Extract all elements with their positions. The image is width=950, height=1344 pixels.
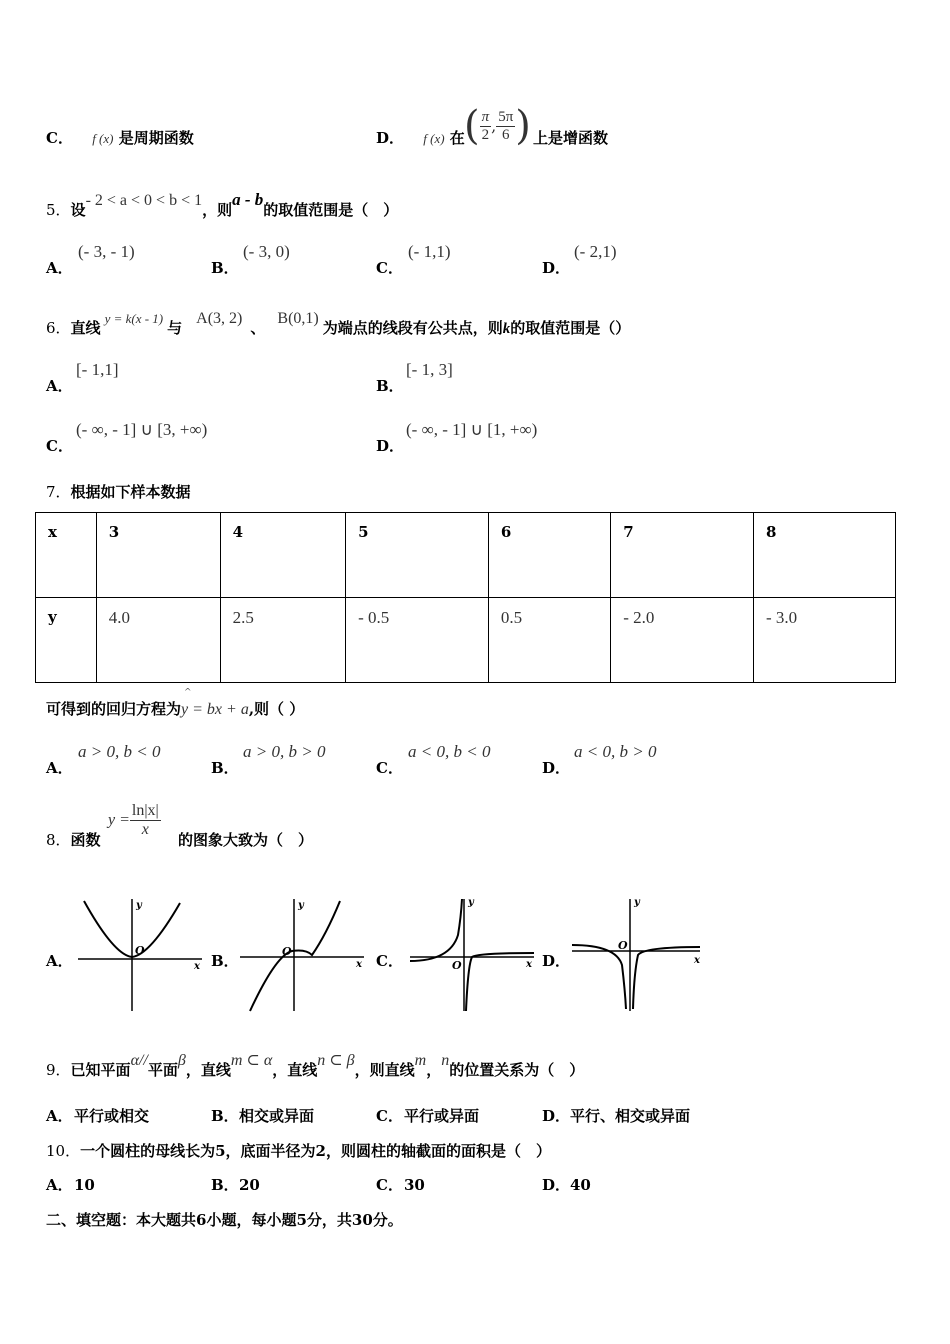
- table-cell-y: - 0.5: [346, 598, 489, 683]
- graph-option-c: [406, 895, 538, 1013]
- question-8-stem: 8．函数: [46, 831, 101, 849]
- table-cell-y: 2.5: [220, 598, 345, 683]
- table-cell-y: 0.5: [488, 598, 610, 683]
- axis-label-x: x: [356, 959, 362, 970]
- origin-label: O: [135, 944, 145, 957]
- option-value: (- 1,1): [408, 242, 451, 261]
- regression-equation: y = bx + a: [181, 701, 249, 718]
- option-label: A．: [46, 1176, 73, 1194]
- option-value: 平行或异面: [404, 1107, 480, 1125]
- axis-label-y: y: [468, 897, 474, 908]
- table-cell-x: 5: [346, 513, 489, 598]
- option-label: D．: [376, 437, 405, 455]
- graph-option-b: [236, 895, 368, 1013]
- curve-right: [466, 953, 534, 1011]
- option-label: C．: [376, 1176, 403, 1194]
- math-expression: a - b: [232, 190, 264, 209]
- option-value: 10: [74, 1176, 95, 1194]
- fraction: $\frac{\pi}{2}$: [481, 108, 490, 143]
- option-label: B．: [211, 259, 239, 277]
- curve-right: [633, 947, 700, 1009]
- option-label: C．: [376, 759, 403, 777]
- table-cell-x: 3: [96, 513, 220, 598]
- option-label: A．: [46, 759, 73, 777]
- question-10-stem: 10．一个圆柱的母线长为5，底面半径为2，则圆柱的轴截面的面积是（ ）: [46, 1142, 551, 1160]
- table-cell-y: - 2.0: [611, 598, 754, 683]
- table-header-y: y: [36, 598, 97, 683]
- point-b: B(0,1): [277, 310, 319, 327]
- option-value: (- 3, - 1): [78, 242, 135, 261]
- option-text: 在: [449, 129, 465, 147]
- axis-label-x: x: [526, 959, 532, 970]
- question-5-stem: 5．设- 2 < a < 0 < b < 1，则a - b的取值范围是（ ）: [46, 190, 399, 219]
- table-row: [36, 513, 896, 598]
- question-number: 5．: [46, 201, 71, 219]
- option-value: a < 0, b > 0: [574, 742, 657, 761]
- hat-symbol: ^: [184, 688, 192, 698]
- option-label: D．: [542, 1176, 571, 1194]
- option-label: D．: [542, 1107, 571, 1125]
- axis-label-y: y: [298, 900, 304, 911]
- option-label: A．: [46, 1107, 73, 1125]
- question-number: 8．: [46, 831, 71, 849]
- question-9-stem: 9．已知平面α//平面β，直线m ⊂ α，直线n ⊂ β，则直线m，n的位置关系为（ ）: [46, 1052, 585, 1079]
- question-number: 6．: [46, 319, 71, 337]
- option-value: [- 1,1]: [76, 360, 119, 379]
- option-label: D．: [542, 952, 571, 970]
- option-label: B．: [211, 1107, 239, 1125]
- question-number: 7．: [46, 483, 71, 501]
- table-cell-x: 4: [220, 513, 345, 598]
- curve-left: [410, 899, 462, 961]
- math-expression: f (x): [92, 131, 114, 146]
- axis-label-y: y: [634, 897, 640, 908]
- origin-label: O: [618, 939, 628, 952]
- option-label: C．: [376, 1107, 403, 1125]
- option-label: C．: [46, 129, 73, 147]
- math-expression: - 2 < a < 0 < b < 1: [85, 192, 203, 209]
- table-cell-x: 6: [488, 513, 610, 598]
- option-label: D．: [542, 759, 571, 777]
- option-value: a > 0, b < 0: [78, 742, 161, 761]
- q4-option-d: [376, 128, 465, 149]
- q4-option-c: [46, 128, 194, 149]
- section-heading: 二、填空题：本大题共6小题，每小题5分，共30分。: [46, 1211, 403, 1229]
- option-label: A．: [46, 377, 73, 395]
- math-expression: y = k(x - 1): [104, 311, 164, 326]
- axis-label-x: x: [194, 961, 200, 972]
- option-value: (- ∞, - 1] ∪ [1, +∞): [406, 420, 538, 439]
- axis-label-x: x: [694, 955, 700, 966]
- option-value: [- 1, 3]: [406, 360, 453, 379]
- option-value: 40: [570, 1176, 591, 1194]
- option-value: (- ∞, - 1] ∪ [3, +∞): [76, 420, 208, 439]
- question-number: 9．: [46, 1061, 71, 1079]
- axis-label-y: y: [136, 900, 142, 911]
- option-label: D．: [376, 129, 405, 147]
- option-value: a > 0, b > 0: [243, 742, 326, 761]
- question-7-stem: 7．根据如下样本数据: [46, 483, 191, 501]
- option-label: C．: [46, 437, 73, 455]
- function-expression: y = $\frac{\ln|x|}{x}$: [108, 802, 159, 838]
- option-value: 相交或异面: [239, 1107, 315, 1125]
- option-value: (- 2,1): [574, 242, 617, 261]
- option-label: C．: [376, 952, 403, 970]
- table-cell-y: - 3.0: [753, 598, 895, 683]
- option-label: A．: [46, 952, 73, 970]
- option-label: B．: [211, 952, 239, 970]
- option-label: D．: [542, 259, 571, 277]
- q4-option-d-tail: 上是增函数: [533, 129, 609, 147]
- question-6-stem: 6．直线y = k(x - 1)与A(3, 2)、B(0,1)为端点的线段有公共点，则k的取值范围是（）: [46, 310, 631, 337]
- option-label: B．: [211, 759, 239, 777]
- fraction: $\frac{5\pi}{6}$: [498, 108, 514, 143]
- curve: [250, 901, 340, 1011]
- table-cell-x: 8: [753, 513, 895, 598]
- curve-left: [572, 945, 626, 1009]
- point-a: A(3, 2): [196, 310, 243, 327]
- option-value: 20: [239, 1176, 260, 1194]
- math-expression: f (x): [423, 131, 445, 146]
- option-label: A．: [46, 259, 73, 277]
- option-value: 30: [404, 1176, 425, 1194]
- option-value: 平行或相交: [74, 1107, 150, 1125]
- interval-expression: ( $\frac{\pi}{2}$ , $\frac{5\pi}{6}$ ): [464, 103, 531, 149]
- origin-label: O: [282, 945, 292, 958]
- option-label: C．: [376, 259, 403, 277]
- graph-option-a: [74, 895, 206, 1013]
- sample-data-table: [35, 512, 896, 683]
- option-value: a < 0, b < 0: [408, 742, 491, 761]
- graph-option-d: [570, 895, 704, 1013]
- table-header-x: x: [36, 513, 97, 598]
- question-7-follow: 可得到的回归方程为 ^ y = bx + a,则（ ）: [46, 699, 304, 720]
- table-cell-y: 4.0: [96, 598, 220, 683]
- option-label: B．: [211, 1176, 239, 1194]
- origin-label: O: [452, 959, 462, 972]
- option-text: 是周期函数: [118, 129, 194, 147]
- table-row: [36, 598, 896, 683]
- option-label: B．: [376, 377, 404, 395]
- option-value: 平行、相交或异面: [570, 1107, 691, 1125]
- question-number: 10．: [46, 1142, 81, 1160]
- table-cell-x: 7: [611, 513, 754, 598]
- option-value: (- 3, 0): [243, 242, 290, 261]
- question-8-tail: 的图象大致为（ ）: [178, 831, 314, 849]
